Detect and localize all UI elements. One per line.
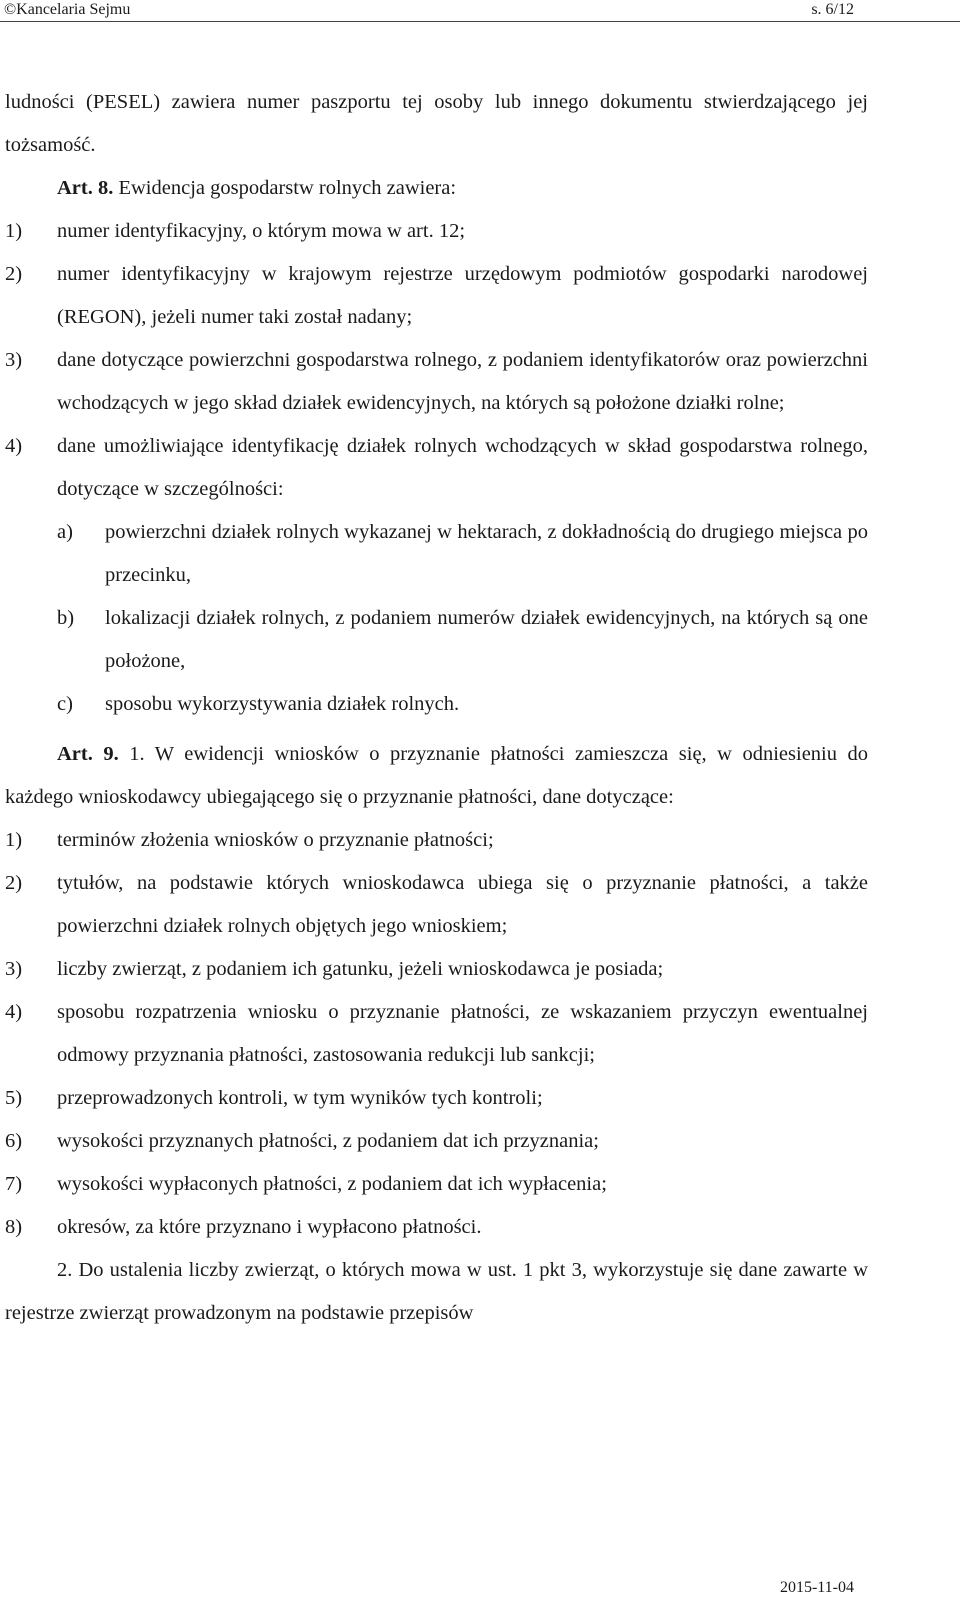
list-item	[5, 1206, 868, 1249]
art9-text: W ewidencji wniosków o przyznanie płatności zamieszcza się, w odniesieniu do każdego wnioskodawcy ubiegającego się o przyznanie płatności, dane dotyczące:	[5, 743, 869, 808]
list-item	[5, 948, 868, 991]
list-item	[5, 210, 868, 253]
list-item-number: 5)	[5, 1087, 23, 1109]
art8-text: Ewidencja gospodarstw rolnych zawiera:	[118, 177, 457, 199]
list-item-number: 2)	[5, 263, 23, 285]
list-item	[5, 991, 868, 1077]
art9-paragraph-2: 2. Do ustalenia liczby zwierząt, o których mowa w ust. 1 pkt 3, wykorzystuje się dane zawarte w rejestrze zwierząt prowadzonym na podstawie przepisów	[5, 1259, 868, 1324]
list-item-text: przeprowadzonych kontroli, w tym wyników tych kontroli;	[57, 1087, 543, 1109]
list-item	[5, 1163, 868, 1206]
art8-heading	[5, 167, 868, 210]
sub-list-item-letter: c)	[57, 693, 73, 715]
list-item-number: 7)	[5, 1173, 23, 1195]
sub-list-item-text: lokalizacji działek rolnych, z podaniem numerów działek ewidencyjnych, na których są one położone,	[105, 607, 868, 672]
sub-list-item	[57, 511, 868, 597]
list-item	[5, 862, 868, 948]
sub-list-item-text: sposobu wykorzystywania działek rolnych.	[105, 693, 460, 715]
list-item	[5, 253, 868, 339]
list-item-number: 1)	[5, 220, 23, 242]
art8-label: Art. 8.	[57, 177, 114, 199]
art9-paragraph-number: 1.	[129, 743, 145, 765]
document-body	[5, 81, 868, 1335]
list-item	[5, 425, 868, 511]
sub-list-item	[57, 683, 868, 726]
list-item-number: 2)	[5, 872, 23, 894]
page-number: s. 6/12	[811, 1, 854, 18]
intro-paragraph: ludności (PESEL) zawiera numer paszportu tej osoby lub innego dokumentu stwierdzającego jej tożsamość.	[5, 91, 868, 156]
sub-list-item	[57, 597, 868, 683]
list-item-number: 4)	[5, 435, 23, 457]
list-item-text: wysokości przyznanych płatności, z podaniem dat ich przyznania;	[57, 1130, 599, 1152]
list-item-text: numer identyfikacyjny, o którym mowa w art. 12;	[57, 220, 466, 242]
list-item	[5, 1077, 868, 1120]
sub-list-item-letter: a)	[57, 521, 73, 543]
list-item	[5, 339, 868, 425]
list-item-number: 3)	[5, 349, 23, 371]
header-source: ©Kancelaria Sejmu	[4, 1, 131, 18]
list-item-text: liczby zwierząt, z podaniem ich gatunku, jeżeli wnioskodawca je posiada;	[57, 958, 664, 980]
list-item-number: 1)	[5, 829, 23, 851]
list-item-text: sposobu rozpatrzenia wniosku o przyznanie płatności, ze wskazaniem przyczyn ewentualnej odmowy przyznania płatności, zastosowania redukcji lub sankcji;	[57, 1001, 868, 1066]
page-header	[0, 0, 960, 22]
list-item-text: terminów złożenia wniosków o przyznanie płatności;	[57, 829, 494, 851]
sub-list-item-text: powierzchni działek rolnych wykazanej w hektarach, z dokładnością do drugiego miejsca po przecinku,	[105, 521, 868, 586]
list-item-text: numer identyfikacyjny w krajowym rejestrze urzędowym podmiotów gospodarki narodowej (REGON), jeżeli numer taki został nadany;	[57, 263, 868, 328]
sub-list-item-letter: b)	[57, 607, 75, 629]
list-item-text: dane umożliwiające identyfikację działek rolnych wchodzących w skład gospodarstwa rolnego, dotyczące w szczególności:	[57, 435, 868, 500]
art9-label: Art. 9.	[57, 743, 119, 765]
footer-date: 2015-11-04	[779, 1579, 854, 1596]
list-item	[5, 1120, 868, 1163]
list-item-text: dane dotyczące powierzchni gospodarstwa rolnego, z podaniem identyfikatorów oraz powierzchni wchodzących w jego skład działek ewidencyjnych, na których są położone działki rolne;	[57, 349, 868, 414]
list-item-number: 4)	[5, 1001, 23, 1023]
list-item-number: 3)	[5, 958, 23, 980]
list-item-text: tytułów, na podstawie których wnioskodawca ubiega się o przyznanie płatności, a także powierzchni działek rolnych objętych jego wnioskiem;	[57, 872, 868, 937]
art9-heading	[5, 733, 868, 819]
list-item-text: okresów, za które przyznano i wypłacono płatności.	[57, 1216, 482, 1238]
list-item-number: 8)	[5, 1216, 23, 1238]
list-item	[5, 819, 868, 862]
list-item-number: 6)	[5, 1130, 23, 1152]
list-item-text: wysokości wypłaconych płatności, z podaniem dat ich wypłacenia;	[57, 1173, 607, 1195]
